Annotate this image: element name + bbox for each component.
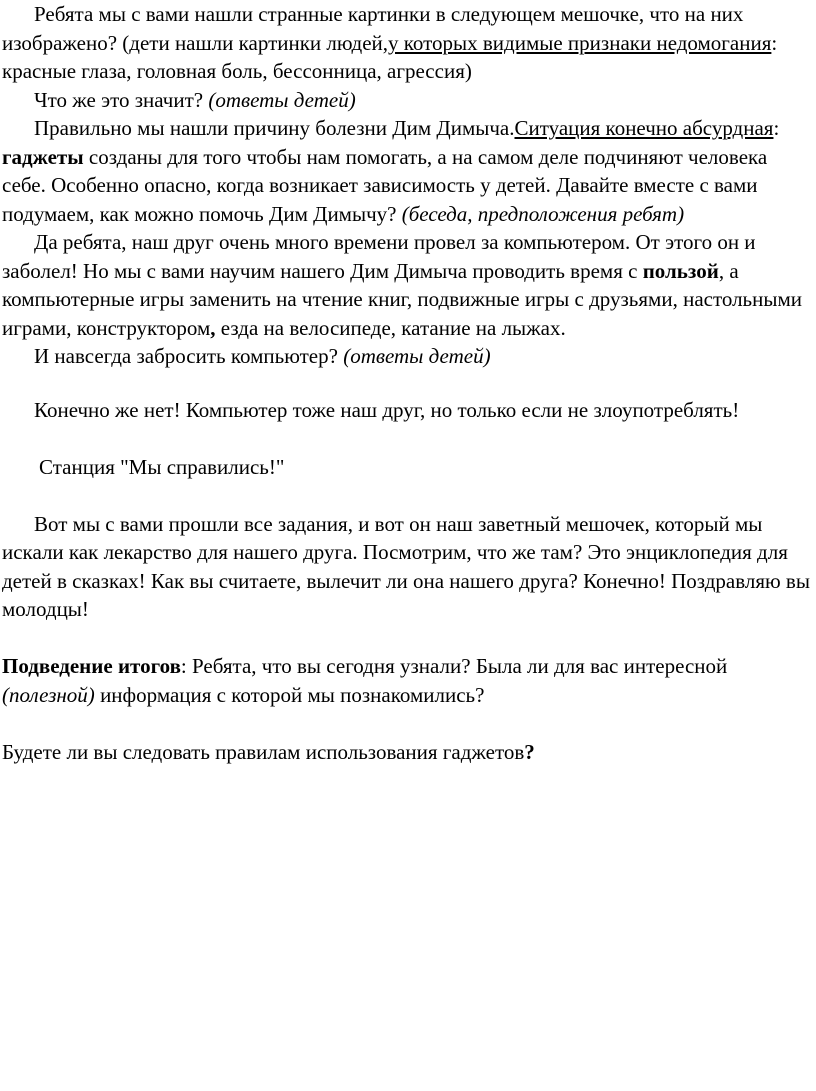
bold-comma: , <box>210 315 216 340</box>
text: Вот мы с вами прошли все задания, и вот он наш заветный мешочек, который мы искали как лекарство для нашего друга. Посмотрим, что же там? Это энциклопедия для детей в сказках! Как вы считаете, вылечит ли она нашего друга? Конечно! Поздравляю вы молодцы! <box>2 511 810 621</box>
bold-question-mark: ? <box>524 739 535 764</box>
paragraph-gadgets <box>2 114 814 228</box>
paragraph-of-course-not <box>2 396 814 425</box>
paragraph-encyclopedia <box>2 510 814 624</box>
text: информация с которой мы познакомились? <box>94 682 485 707</box>
text: Что же это значит? <box>34 87 209 112</box>
station-heading <box>2 453 814 482</box>
paragraph-summary <box>2 652 814 709</box>
paragraph-computer <box>2 228 814 342</box>
text: : <box>773 116 780 140</box>
blank-line <box>2 481 814 510</box>
paragraph-question <box>2 86 814 115</box>
blank-line <box>2 371 814 396</box>
blank-line <box>2 624 814 653</box>
text: Станция "Мы справились!" <box>39 454 285 479</box>
italic-note: (полезной) <box>2 682 95 707</box>
text: созданы для того чтобы нам помогать, а на самом деле подчиняют человека себе. Особенно опасно, когда возникает зависимость у детей. Давайте вместе с вами подумаем, как можно помочь Дим Димычу? <box>2 144 768 226</box>
bold-text: Подведение итогов <box>2 654 181 678</box>
text: И навсегда забросить компьютер? <box>34 344 344 368</box>
blank-line <box>2 424 814 453</box>
underlined-text: у которых видимые признаки недомогания <box>388 30 772 55</box>
text: : Ребята, что вы сегодня узнали? Была ли для вас интересной <box>180 654 728 678</box>
blank-line <box>2 709 814 738</box>
text: : красные глаза, головная боль, бессонница, агрессия) <box>2 30 778 83</box>
text: , а компьютерные игры заменить на чтение книг, подвижные игры с друзьями, настольными играми, конструктором <box>2 258 803 340</box>
text: Правильно мы нашли причину болезни Дим Димыча. <box>34 116 515 140</box>
text: Ребята мы с вами нашли странные картинки в следующем мешочке, что на них изображено? (дети нашли картинки людей, <box>2 2 744 55</box>
italic-note: (ответы детей) <box>208 87 356 112</box>
bold-text: пользой <box>642 258 719 283</box>
text: езда на велосипеде, катание на лыжах. <box>215 315 566 340</box>
text: Конечно же нет! Компьютер тоже наш друг, но только если не злоупотреблять! <box>34 397 740 422</box>
document-body <box>2 0 814 766</box>
italic-note: (беседа, предположения ребят) <box>401 201 685 226</box>
paragraph-abandon <box>2 342 814 371</box>
paragraph-final-question <box>2 738 814 767</box>
italic-note: (ответы детей) <box>343 344 491 368</box>
text: Да ребята, наш друг очень много времени провел за компьютером. От этого он и заболел! Но мы с вами научим нашего Дим Димыча проводить время с <box>2 230 756 283</box>
bold-text: гаджеты <box>2 144 84 169</box>
text: Будете ли вы следовать правилам использования гаджетов <box>2 739 525 764</box>
underlined-text: Ситуация конечно абсурдная <box>514 116 774 140</box>
paragraph-pictures <box>2 0 814 86</box>
